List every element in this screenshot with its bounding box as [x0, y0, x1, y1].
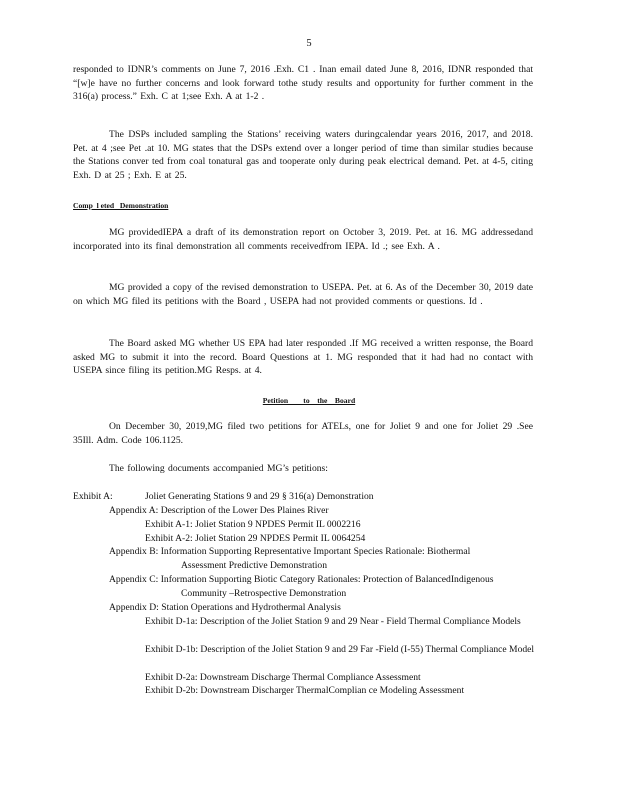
exhibit-a-2: Exhibit A-2: Joliet Station 29 NPDES Permit IL 0064254 [145, 533, 366, 544]
paragraph-usepa-copy: MG provided a copy of the revised demonstration to USEPA. Pet. at 6. As of the December 30, 2019 date on which MG filed its petitions with the Board , USEPA had not provided comments or questions. Id . [73, 282, 533, 307]
exhibit-d-1a [145, 615, 535, 629]
exhibit-a-title: Joliet Generating Stations 9 and 29 § 316(a) Demonstration [145, 491, 374, 502]
page-number: 5 [306, 38, 312, 49]
appendix-b-text: Appendix B: Information Supporting Representative Important Species Rationale: Biothermal Assessment Predictive Demonstration [109, 546, 471, 571]
paragraph-idnr-comments: responded to IDNR’s comments on June 7, 2016 .Exh. C1 . Inan email dated June 8, 2016, IDNR responded that “[w]e have no further concerns and look forward tothe study results and opportunity for further comment in the 316(a) process.” Exh. C at 1;see Exh. A at 1-2 . [73, 64, 533, 103]
paragraph-board-questions: The Board asked MG whether US EPA had later responded .If MG received a written response, the Board asked MG to submit it into the record. Board Questions at 1. MG responded that it had had no contact with USEPA since filing its petition.MG Resps. at 4. [73, 338, 533, 377]
exhibit-d-1a-text: Exhibit D-1a: Description of the Joliet Station 9 and 29 Near - Field Thermal Compliance Models [145, 616, 521, 627]
exhibit-d-2b [145, 684, 535, 698]
exhibit-a-label: Exhibit A: [73, 491, 113, 502]
exhibit-d-1b-text: Exhibit D-1b: Description of the Joliet Station 9 and 29 Far -Field (I-55) Thermal Compliance Model [145, 644, 535, 655]
appendix-d: Appendix D: Station Operations and Hydrothermal Analysis [109, 602, 341, 613]
heading-completed-demonstration: Comp l eted Demonstration [73, 201, 169, 210]
exhibit-a-1: Exhibit A-1: Joliet Station 9 NPDES Permit IL 0002216 [145, 519, 361, 530]
appendix-c [109, 573, 509, 600]
appendix-a: Appendix A: Description of the Lower Des Plaines River [109, 505, 329, 516]
exhibit-d-2b-text: Exhibit D-2b: Downstream Discharger ThermalComplian ce Modeling Assessment [145, 685, 465, 696]
paragraph-dsps-sampling: The DSPs included sampling the Stations’ receiving waters duringcalendar years 2016, 2017, and 2018. Pet. at 4 ;see Pet .at 10. MG states that the DSPs extend over a longer period of time than similar studies because the Stations conver ted from coal tonatural gas and tooperate only during peak electrical demand. Pet. at 4-5, citing Exh. D at 25 ; Exh. E at 25. [73, 129, 533, 181]
paragraph-petitions-filed: On December 30, 2019,MG filed two petitions for ATELs, one for Joliet 9 and one for Joliet 29 .See 35Ill. Adm. Code 106.1125. [73, 421, 533, 446]
appendix-b [109, 545, 509, 572]
paragraph-documents-intro: The following documents accompanied MG’s petitions: [109, 463, 328, 474]
appendix-c-text: Appendix C: Information Supporting Biotic Category Rationales: Protection of BalancedIndigenous Community –Retrospective Demonstration [109, 574, 494, 599]
exhibit-d-1b [145, 643, 535, 657]
exhibit-d-2a: Exhibit D-2a: Downstream Discharge Thermal Compliance Assessment [145, 672, 421, 683]
heading-petition-to-board: Petition to the Board [262, 396, 356, 405]
paragraph-iepa-draft: MG providedIEPA a draft of its demonstration report on October 3, 2019. Pet. at 16. MG addressedand incorporated into its final demonstration all comments receivedfrom IEPA. Id .; see Exh. A . [73, 227, 533, 252]
